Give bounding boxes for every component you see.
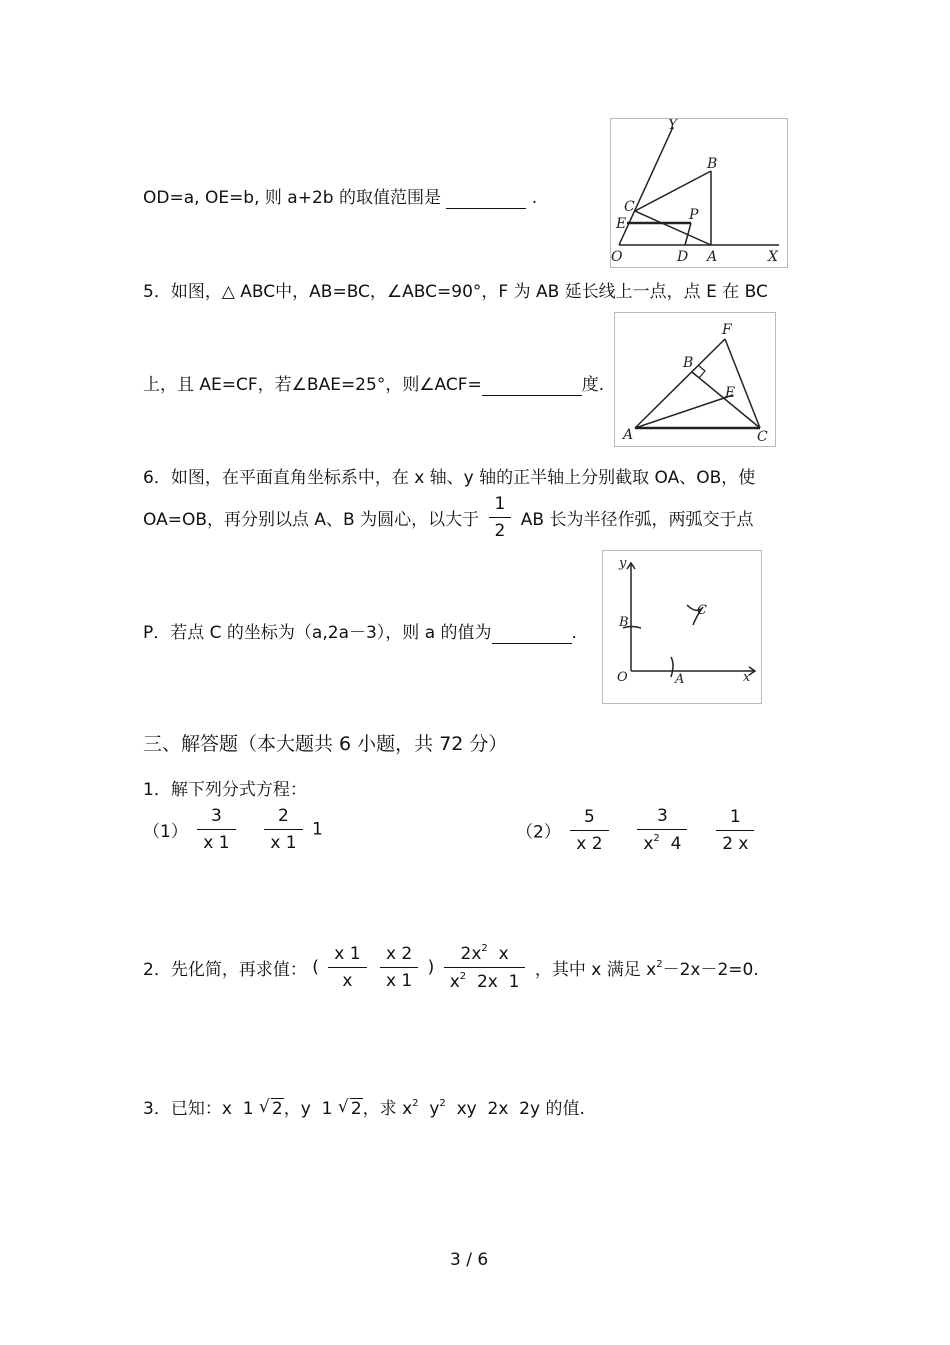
q6-label-b: B [619,615,629,630]
frac-num: 3 [197,806,235,830]
q4-label-a: A [707,249,718,265]
q4-text-start: OD=a, OE=b, 则 a+2b 的取值范围是 [143,188,441,208]
s3-q3-exp2: 2 [439,1098,446,1109]
q5-label-a: A [623,427,634,443]
frac-den: 2 x [722,833,749,854]
q5-label-b: B [683,355,694,371]
q5-line2 [143,370,604,396]
q5-line2-end: 度. [581,375,605,395]
q5-label-f: F [722,322,732,338]
q5-diagram [615,313,775,446]
q4-label-e: E [616,216,627,232]
frac-den [444,968,526,992]
sqrt-radicand: 2 [350,1099,362,1119]
q5-line2-start: 上，且 AE=CF，若∠BAE=25°，则∠ACF= [143,375,482,395]
q4-label-x: X [768,249,778,265]
q4-figure [610,118,788,268]
s3-q1-p1-rhs: 1 [312,819,323,840]
s3-q2-label: 2．先化简，再求值： [143,960,307,980]
s3-q2-close-paren: ) [427,957,435,978]
frac-num: 5 [570,807,608,831]
s3-q2 [143,943,759,992]
sqrt-sign-icon: √ [337,1097,349,1117]
frac-den: x 1 [270,833,297,853]
s3-q3-ask-c: xy 2x 2y 的值. [445,1099,585,1119]
s3-q2-condition [535,960,759,980]
q6-line1: 6．如图，在平面直角坐标系中，在 x 轴、y 轴的正半轴上分别截取 OA、OB，使 [143,468,756,488]
q4-label-b: B [707,156,718,172]
q6-label-a: A [675,672,685,687]
q6-line2-start: OA=OB，再分别以点 A、B 为圆心，以大于 [143,510,480,530]
q5-line1: 5．如图，△ ABC中，AB=BC，∠ABC=90°，F 为 AB 延长线上一点，点 E 在 BC [143,282,768,302]
sqrt-2 [259,1099,284,1119]
sqrt-radicand: 2 [271,1099,283,1119]
q4-text [143,183,537,209]
s3-q2-frac3 [444,943,526,992]
q6-frac-num: 1 [489,494,512,518]
q6-line3 [143,618,577,644]
s3-q1-p2-frac3 [716,807,754,854]
den-exp: 2 [653,833,660,844]
s3-q3-exp1: 2 [412,1098,419,1109]
q4-label-c: C [624,199,635,215]
q4-label-d: D [677,249,689,265]
s3-q2-frac1 [328,944,366,991]
den-tail: 4 [659,834,682,854]
q6-diagram [603,551,761,703]
frac-num: 3 [637,806,687,830]
q5-figure [614,312,776,447]
den-b: 2x 1 [466,972,520,992]
q4-label-p: P [689,207,699,223]
s3-q1-p1-frac2 [264,806,302,853]
s3-q1-p2-frac2 [637,806,687,854]
q6-line3-end: . [571,623,577,643]
cond-a: ，其中 x 满足 x [534,960,657,980]
q5-label-c: C [757,429,768,445]
q6-half-fraction [489,494,512,541]
frac-den: x 1 [385,971,413,991]
frac-num: 2 [264,806,302,830]
q4-text-end: . [531,188,538,208]
q6-frac-den: 2 [494,521,506,541]
frac-den [637,830,687,854]
s3-q3-ask-b: y [418,1099,440,1119]
s3-q1-part1 [143,806,323,853]
s3-q3-y-part: ，y 1 [283,1099,333,1119]
s3-q1-part2-label: （2） [516,822,561,843]
s3-q1-part2 [516,806,758,854]
q6-label-o: O [617,670,628,685]
q4-answer-blank [446,188,526,209]
s3-q3-label: 3．已知： [143,1099,222,1119]
q5-answer-blank [482,375,582,396]
frac-num [444,943,526,968]
q6-line2-end: AB 长为半径作弧，两弧交于点 [520,510,754,530]
q6-figure [602,550,762,704]
num-b: x [487,944,509,964]
q6-label-y: y [619,556,627,571]
s3-q1-label: 1．解下列分式方程： [143,780,307,800]
sqrt-sign-icon: √ [258,1097,270,1117]
s3-q3-ask-a: ，求 x [362,1099,413,1119]
num-a: 2x [460,944,482,964]
q4-label-y: Y [668,119,678,133]
s3-q3-x-part: x 1 [221,1099,254,1119]
q6-label-c: C [697,603,707,618]
q6-line3-start: P．若点 C 的坐标为（a,2a－3），则 a 的值为 [143,623,492,643]
s3-q1-p2-frac1 [570,807,608,854]
num-exp: 2 [481,943,488,954]
q6-label-x: x [743,670,751,685]
s3-q2-open-paren: ( [312,957,319,978]
s3-q3 [143,1094,585,1119]
sqrt-2 [338,1099,363,1119]
den-base: x [643,834,654,854]
q4-label-o: O [611,249,623,265]
frac-num: x 1 [328,944,366,968]
frac-num: 1 [716,807,754,831]
s3-q1-p1-frac1 [197,806,235,853]
cond-b: －2x－2=0. [662,960,759,980]
frac-den: x 1 [203,833,230,853]
q6-answer-blank [492,623,572,644]
frac-den: x 2 [576,833,603,854]
s3-q1-part1-label: （1） [143,822,188,842]
s3-q2-frac2 [380,944,418,991]
q6-line2 [143,494,753,541]
q4-diagram [611,119,787,267]
den-a: x [449,972,460,992]
cond-exp: 2 [656,959,663,970]
q5-label-e: E [725,385,736,401]
den-exp: 2 [459,971,467,982]
section3-title: 三、解答题（本大题共 6 小题，共 72 分） [143,733,508,755]
frac-den: x [342,971,353,991]
frac-num: x 2 [380,944,418,968]
page-number: 3 / 6 [450,1250,489,1270]
